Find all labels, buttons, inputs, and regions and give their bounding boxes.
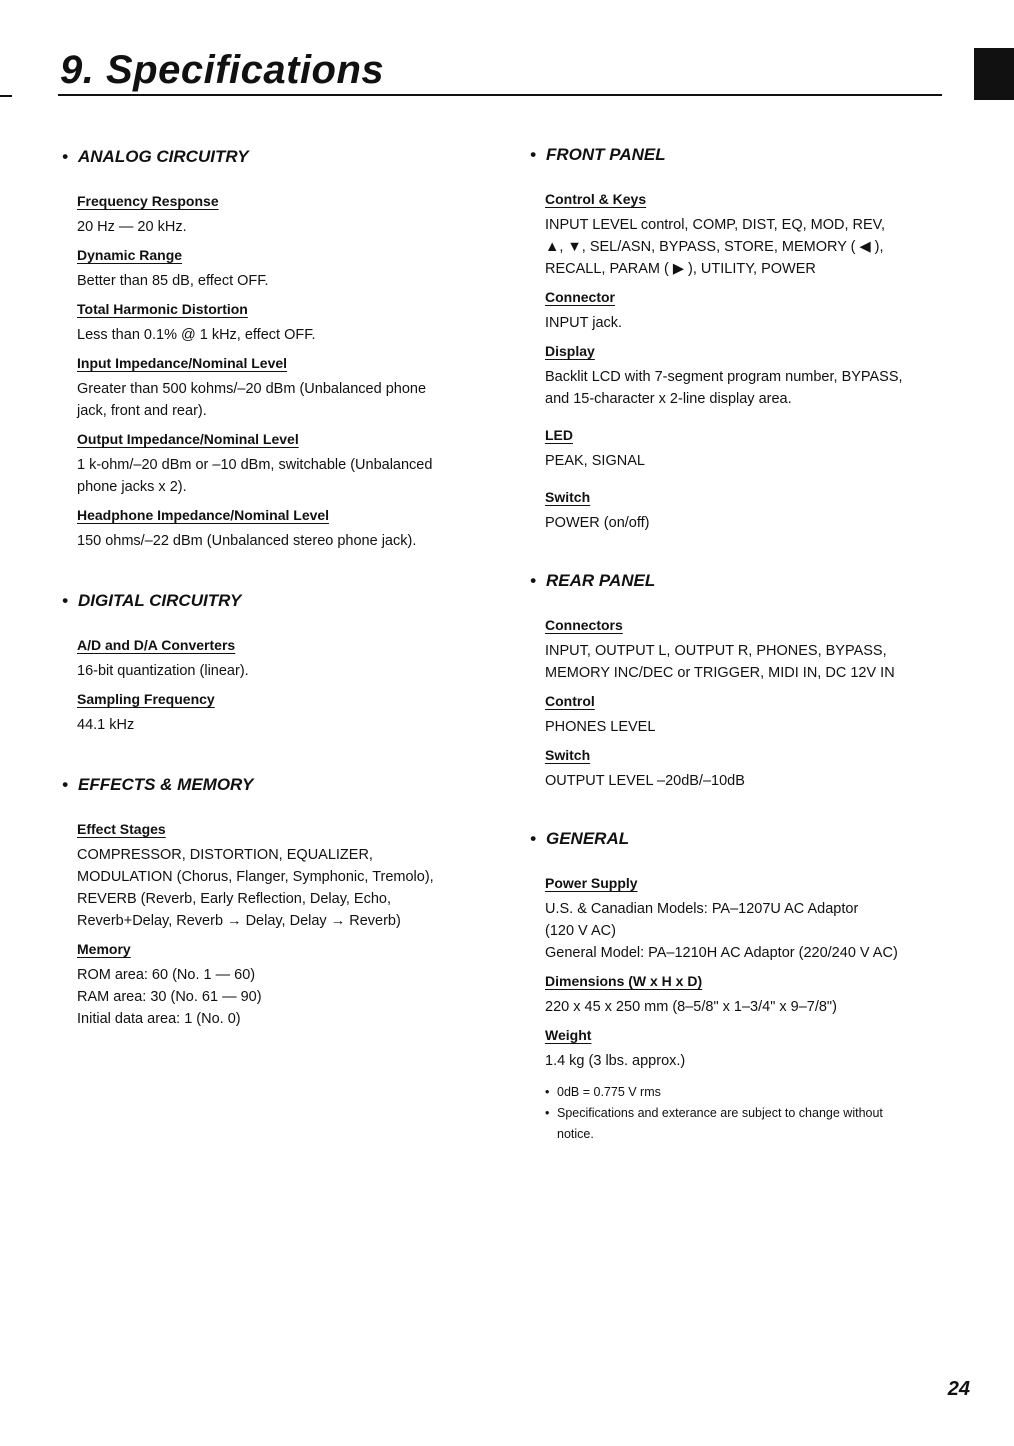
spec-value: U.S. & Canadian Models: PA–1207U AC Adaptor (120 V AC) General Model: PA–1210H AC Adaptor (220/240 V AC) <box>545 901 898 961</box>
footnote: • Specifications and exterance are subject to change without notice. <box>545 1103 940 1145</box>
spec-label: Total Harmonic Distortion <box>77 301 248 317</box>
spec-value: Better than 85 dB, effect OFF. <box>77 273 269 289</box>
spec-value: Greater than 500 kohms/–20 dBm (Unbalanced phone jack, front and rear). <box>77 381 427 419</box>
spec-label: Display <box>545 343 595 359</box>
spec-value: 44.1 kHz <box>77 717 135 733</box>
spec-value: PHONES LEVEL <box>545 719 656 735</box>
spec-sampling-frequency <box>77 688 482 736</box>
spec-value: Backlit LCD with 7-segment program number, BYPASS, and 15-character x 2-line display area. <box>545 369 903 407</box>
spec-label: Switch <box>545 489 591 505</box>
spec-dynamic-range <box>77 244 482 292</box>
section-heading: • REAR PANEL <box>530 571 656 590</box>
spec-value: 220 x 45 x 250 mm (8–5/8" x 1–3/4" x 9–7/8") <box>545 999 837 1015</box>
left-column <box>62 144 482 1056</box>
spec-label: Connectors <box>545 617 623 633</box>
section-rear-panel <box>530 568 940 792</box>
spec-connector <box>545 286 940 334</box>
spec-value: 16-bit quantization (linear). <box>77 663 249 679</box>
spec-output-impedance <box>77 428 482 498</box>
spec-display <box>545 340 940 410</box>
spec-total-harmonic-distortion <box>77 298 482 346</box>
spec-connectors <box>545 614 940 684</box>
spec-label: Switch <box>545 747 591 763</box>
section-front-panel <box>530 142 940 534</box>
section-general <box>530 826 940 1145</box>
spec-label: Control & Keys <box>545 191 647 207</box>
spec-label: Effect Stages <box>77 821 166 837</box>
spec-effect-stages <box>77 818 482 932</box>
spec-converters <box>77 634 482 682</box>
spec-value: COMPRESSOR, DISTORTION, EQUALIZER, MODULATION (Chorus, Flanger, Symphonic, Tremolo), REVERB (Reverb, Early Reflection, Delay, Echo, Reverb+Delay, Reverb → Delay, Delay → Reverb) <box>77 847 434 929</box>
spec-input-impedance <box>77 352 482 422</box>
spec-value: 1 k-ohm/–20 dBm or –10 dBm, switchable (Unbalanced phone jacks x 2). <box>77 457 433 495</box>
spec-value: PEAK, SIGNAL <box>545 453 645 469</box>
spec-label: Sampling Frequency <box>77 691 215 707</box>
spec-value: INPUT LEVEL control, COMP, DIST, EQ, MOD, REV, ▲, ▼, SEL/ASN, BYPASS, STORE, MEMORY ( ◀ ), RECALL, PARAM ( ▶ ), UTILITY, POWER <box>545 217 886 277</box>
spec-label: A/D and D/A Converters <box>77 637 236 653</box>
spec-value: INPUT, OUTPUT L, OUTPUT R, PHONES, BYPASS, MEMORY INC/DEC or TRIGGER, MIDI IN, DC 12V IN <box>545 643 895 681</box>
spec-value: 150 ohms/–22 dBm (Unbalanced stereo phone jack). <box>77 533 417 549</box>
section-heading: • FRONT PANEL <box>530 145 666 164</box>
spec-control <box>545 690 940 738</box>
section-heading: • DIGITAL CIRCUITRY <box>62 591 242 610</box>
spec-label: Headphone Impedance/Nominal Level <box>77 507 330 523</box>
spec-value: POWER (on/off) <box>545 515 650 531</box>
spec-frequency-response <box>77 190 482 238</box>
spec-value: OUTPUT LEVEL –20dB/–10dB <box>545 773 745 789</box>
spec-memory <box>77 938 482 1030</box>
spec-label: Dynamic Range <box>77 247 183 263</box>
spec-value: ROM area: 60 (No. 1 — 60) RAM area: 30 (No. 61 — 90) Initial data area: 1 (No. 0) <box>77 967 262 1027</box>
spec-label: Weight <box>545 1027 592 1043</box>
footnotes <box>545 1082 940 1145</box>
section-heading: • ANALOG CIRCUITRY <box>62 147 249 166</box>
spec-label: LED <box>545 427 573 443</box>
section-effects-memory <box>62 772 482 1030</box>
spec-power-supply <box>545 872 940 964</box>
spec-label: Control <box>545 693 595 709</box>
spec-value: 20 Hz — 20 kHz. <box>77 219 187 235</box>
section-digital-circuitry <box>62 588 482 736</box>
section-heading: • EFFECTS & MEMORY <box>62 775 254 794</box>
spec-weight <box>545 1024 940 1072</box>
spec-label: Memory <box>77 941 131 957</box>
spec-label: Input Impedance/Nominal Level <box>77 355 288 371</box>
spec-label: Connector <box>545 289 615 305</box>
spec-output-switch <box>545 744 940 792</box>
footnote: • 0dB = 0.775 V rms <box>545 1082 940 1103</box>
section-edge-tab <box>974 48 1014 100</box>
section-heading: • GENERAL <box>530 829 630 848</box>
spec-control-keys <box>545 188 940 280</box>
spec-label: Power Supply <box>545 875 638 891</box>
spec-label: Dimensions (W x H x D) <box>545 973 703 989</box>
spec-label: Frequency Response <box>77 193 219 209</box>
page-title: 9. Specifications <box>60 48 385 92</box>
spec-dimensions <box>545 970 940 1018</box>
spec-value: Less than 0.1% @ 1 kHz, effect OFF. <box>77 327 316 343</box>
spec-switch <box>545 486 940 534</box>
page-number: 24 <box>947 1378 970 1400</box>
spec-value: INPUT jack. <box>545 315 623 331</box>
spec-headphone-impedance <box>77 504 482 552</box>
title-rule <box>58 94 942 96</box>
section-analog-circuitry <box>62 144 482 552</box>
spec-led <box>545 424 940 472</box>
right-column <box>530 142 940 1171</box>
spec-label: Output Impedance/Nominal Level <box>77 431 299 447</box>
spec-value: 1.4 kg (3 lbs. approx.) <box>545 1053 686 1069</box>
margin-tick <box>0 95 12 97</box>
